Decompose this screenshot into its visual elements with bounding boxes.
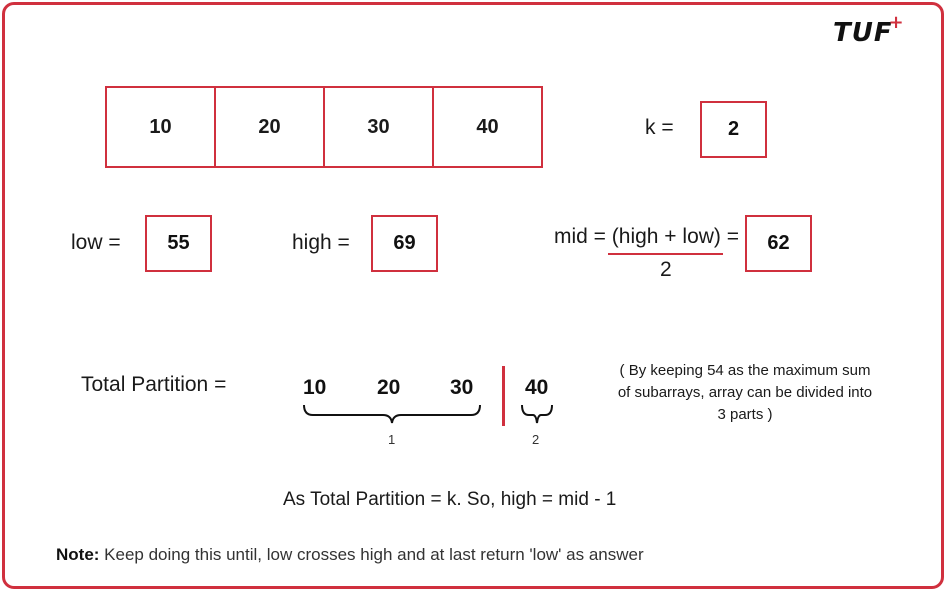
mid-denominator: 2 bbox=[660, 258, 672, 281]
k-label: k = bbox=[645, 116, 674, 139]
group-2-index: 2 bbox=[532, 432, 540, 447]
group-1-index: 1 bbox=[388, 432, 396, 447]
partition-value: 40 bbox=[525, 376, 549, 399]
partition-value: 30 bbox=[450, 376, 474, 399]
note-text: Keep doing this until, low crosses high and at last return 'low' as answer bbox=[99, 545, 644, 564]
low-value: 55 bbox=[145, 215, 212, 272]
logo-text: TUF bbox=[833, 18, 893, 48]
mid-value: 62 bbox=[745, 215, 812, 272]
partition-explanation bbox=[590, 360, 900, 426]
group-1-brace bbox=[303, 403, 483, 425]
high-label: high = bbox=[292, 231, 350, 254]
tuf-logo bbox=[833, 12, 905, 48]
explanation-line: ( By keeping 54 as the maximum sum bbox=[619, 362, 871, 379]
fraction-line bbox=[608, 253, 723, 255]
array-cell: 30 bbox=[323, 86, 434, 168]
high-value: 69 bbox=[371, 215, 438, 272]
low-label: low = bbox=[71, 231, 121, 254]
partition-value: 20 bbox=[377, 376, 401, 399]
partition-value: 10 bbox=[303, 376, 327, 399]
note-label: Note: bbox=[56, 545, 100, 564]
group-2-brace bbox=[521, 403, 555, 425]
array bbox=[105, 86, 543, 168]
partition-label: Total Partition = bbox=[81, 373, 227, 396]
note bbox=[56, 545, 644, 565]
conclusion-text: As Total Partition = k. So, high = mid - 1 bbox=[283, 489, 617, 510]
logo-plus: + bbox=[888, 12, 905, 33]
k-value: 2 bbox=[700, 101, 767, 158]
explanation-line: of subarrays, array can be divided into bbox=[617, 384, 873, 401]
partition-divider bbox=[502, 366, 505, 426]
array-cell: 10 bbox=[105, 86, 216, 168]
mid-formula: mid = (high + low) = bbox=[554, 225, 740, 248]
array-cell: 40 bbox=[432, 86, 543, 168]
array-cell: 20 bbox=[214, 86, 325, 168]
explanation-line: 3 parts ) bbox=[717, 406, 773, 423]
